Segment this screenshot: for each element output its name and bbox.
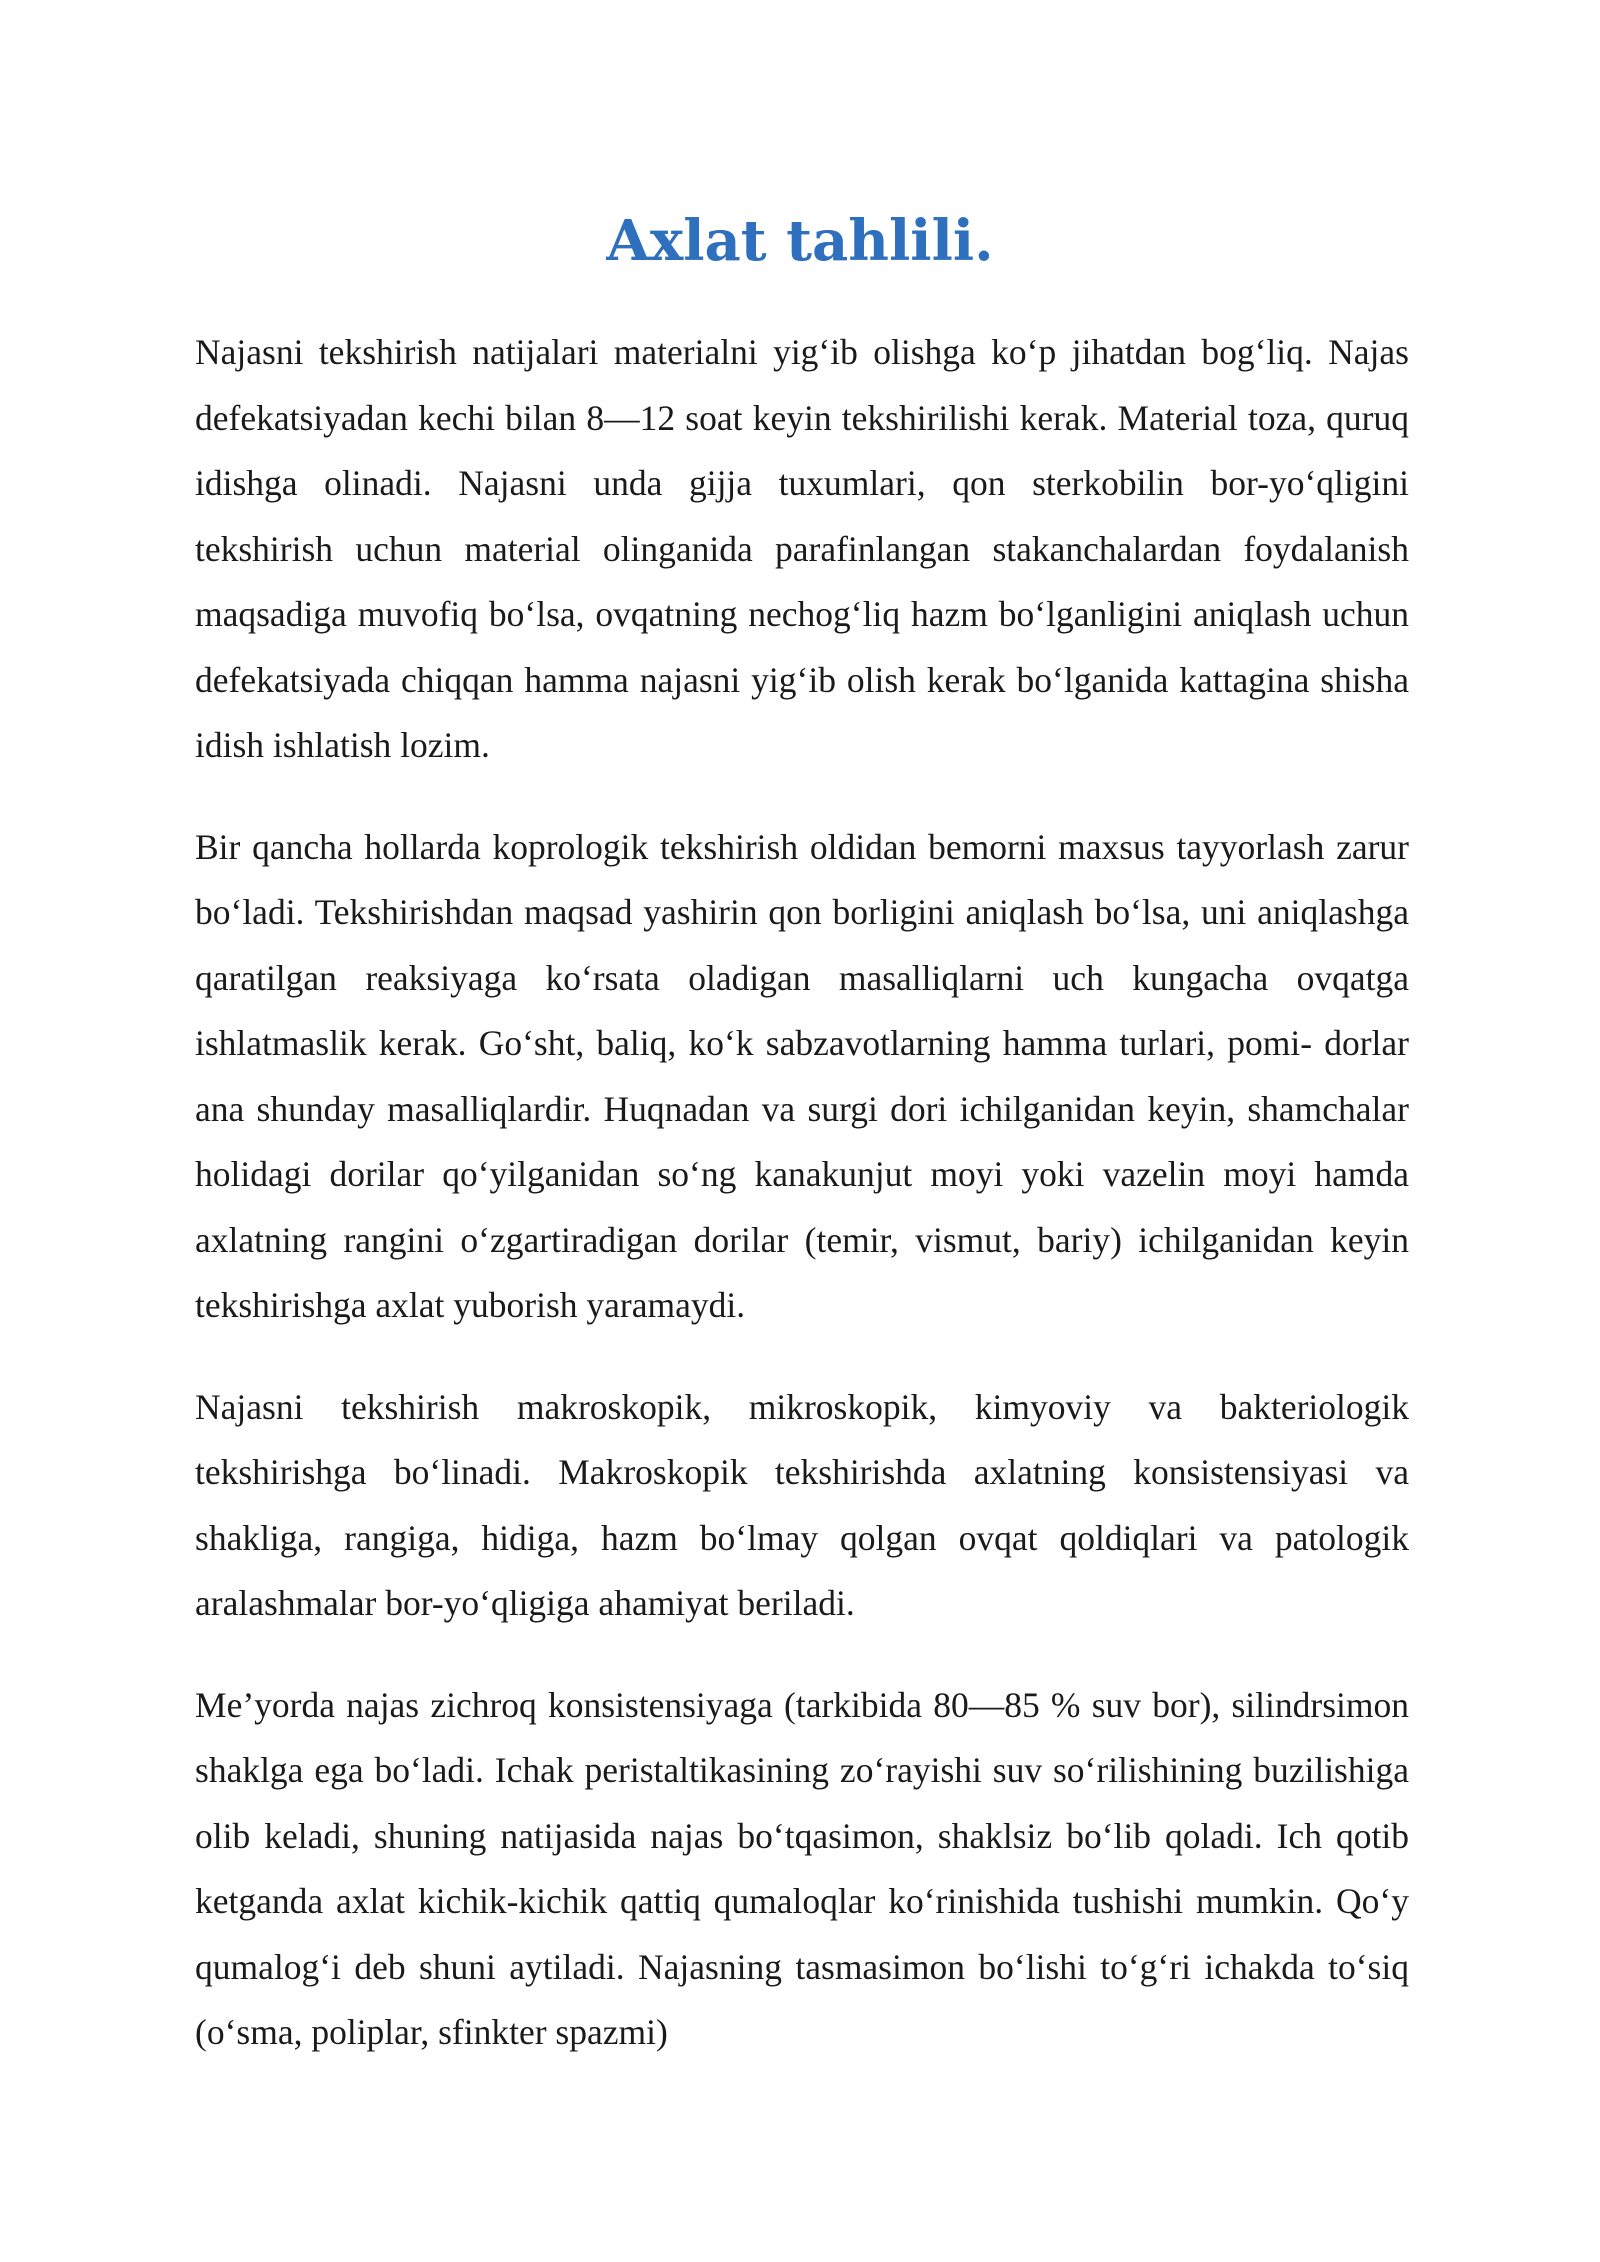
paragraph-4: Me’yorda najas zichroq konsistensiyaga (tarkibida 80—85 % suv bor), silindrsimon shaklga ega bo‘ladi. Ichak peristaltikasining zo‘rayishi suv so‘rilishining buzilishiga olib keladi, shuning natijasida najas bo‘tqasimon, shaklsiz bo‘lib qoladi. Ich qotib ketganda axlat kichik-kichik qattiq qumaloqlar ko‘rinishida tushishi mumkin. Qo‘y qumalog‘i deb shuni aytiladi. Najasning tasmasimon bo‘lishi to‘g‘ri ichakda to‘siq (o‘sma, poliplar, sfinkter spazmi) (195, 1684, 1409, 2052)
paragraph-3: Najasni tekshirish makroskopik, mikroskopik, kimyoviy va bakteriologik tekshirishga bo‘linadi. Makroskopik tekshirishda axlatning konsistensiyasi va shakliga, rangiga, hidiga, hazm bo‘lmay qolgan ovqat qoldiqlari va patologik aralashmalar bor-yo‘qligiga ahamiyat beriladi. (195, 1386, 1409, 1623)
paragraph-1: Najasni tekshirish natijalari materialni yig‘ib olishga ko‘p jihatdan bog‘liq. Najas defekatsiyadan kechi bilan 8—12 soat keyin tekshirilishi kerak. Material toza, quruq idishga olinadi. Najasni unda gijja tuxumlari, qon sterkobilin bor-yo‘qligini tekshirish uchun material olinganida parafinlangan stakanchalardan foydalanish maqsadiga muvofiq bo‘lsa, ovqatning nechog‘liq hazm bo‘lganligini aniqlash uchun defekatsiyada chiqqan hamma najasni yig‘ib olish kerak bo‘lganida kattagina shisha idish ishlatish lozim. (195, 332, 1409, 765)
paragraph-2: Bir qancha hollarda koprologik tekshirish oldidan bemorni maxsus tayyorlash zarur bo‘ladi. Tekshirishdan maqsad yashirin qon borligini aniqlash bo‘lsa, uni aniqlashga qaratilgan reaksiyaga ko‘rsata oladigan masalliqlarni uch kungacha ovqatga ishlatmaslik kerak. Go‘sht, baliq, ko‘k sabzavotlarning hamma turlari, pomi- dorlar ana shunday masalliqlardir. Huqnadan va surgi dori ichilganidan keyin, shamchalar holidagi dorilar qo‘yilganidan so‘ng kanakunjut moyi yoki vazelin moyi hamda axlatning rangini o‘zgartiradigan dorilar (temir, vismut, bariy) ichilganidan keyin tekshirishga axlat yuborish yaramaydi. (195, 826, 1409, 1325)
document-title: Axlat tahlili. (606, 208, 994, 274)
document-body (195, 320, 1409, 2102)
